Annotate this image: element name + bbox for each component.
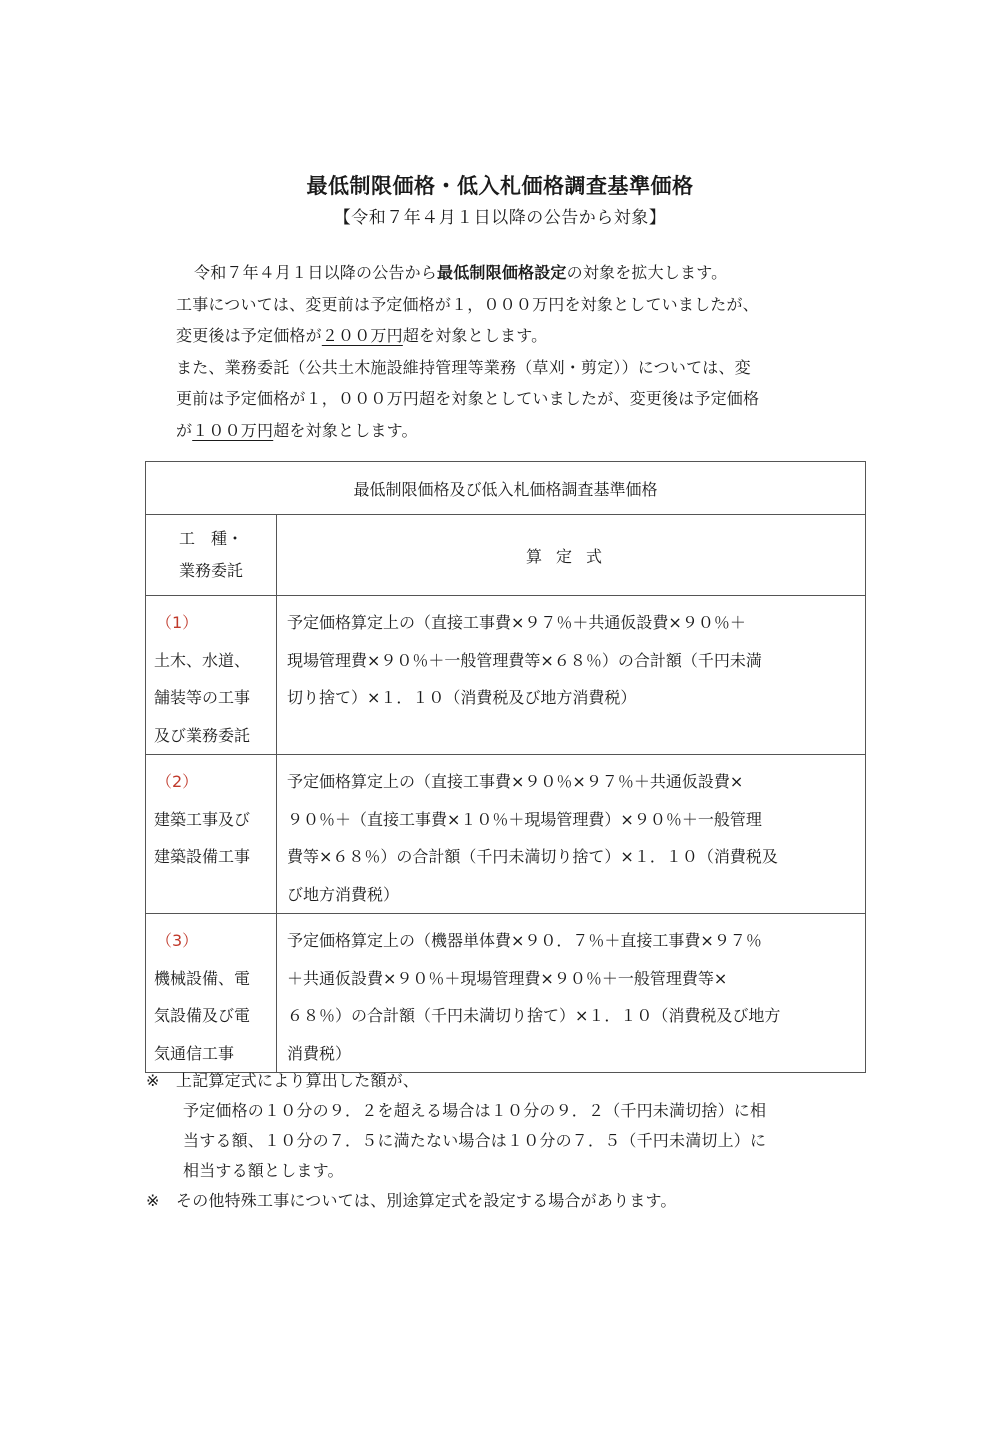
- note-line: 相当する額とします。: [183, 1161, 344, 1180]
- note-item: [146, 1066, 866, 1096]
- category-line: 気通信工事: [154, 1043, 235, 1063]
- formula-line: 現場管理費×９０％＋一般管理費等×６８％）の合計額（千円未満: [287, 650, 762, 670]
- category-line: 及び業務委託: [154, 725, 251, 745]
- category-line: 舗装等の工事: [154, 688, 251, 707]
- intro-line: また、業務委託（公共土木施設維持管理等業務（草刈・剪定））については、変: [176, 357, 751, 377]
- formula-line: 予定価格算定上の（直接工事費×９０％×９７％＋共通仮設費×: [287, 772, 744, 791]
- category-line: 機械設備、電: [154, 968, 251, 988]
- formula-line: 消費税）: [287, 1043, 352, 1063]
- document-subtitle: 【令和７年４月１日以降の公告から対象】: [333, 208, 667, 228]
- formula-cell: [277, 596, 866, 755]
- formula-line: ＋共通仮設費×９０％＋現場管理費×９０％＋一般管理費等×: [287, 968, 728, 988]
- intro-text: 超を対象とします。: [402, 326, 548, 346]
- formula-cell: [277, 755, 866, 914]
- intro-underlined-text: ２００万円: [321, 326, 403, 346]
- category-line: 建築設備工事: [154, 847, 251, 866]
- table-row: [146, 914, 866, 1073]
- intro-line: [176, 320, 866, 352]
- formula-line: び地方消費税）: [287, 884, 400, 904]
- note-line: 当する額、１０分の７．５に満たない場合は１０分の７．５（千円未満切上）に: [183, 1131, 767, 1150]
- table-header-formula: 算定式: [277, 515, 866, 596]
- category-cell: [146, 914, 277, 1073]
- note-text: 上記算定式により算出した額が、: [176, 1071, 420, 1090]
- category-number: （2）: [156, 772, 199, 791]
- intro-line: [176, 257, 866, 289]
- header-category-line: 工 種・: [178, 529, 243, 548]
- intro-text: の対象を拡大します。: [566, 263, 728, 282]
- note-item: [146, 1186, 866, 1216]
- document-title: 最低制限価格・低入札価格調査基準価格: [306, 174, 694, 198]
- table-header-category: [146, 515, 277, 596]
- formula-line: 切り捨て）×１．１０（消費税及び地方消費税）: [287, 688, 637, 707]
- table-row: [146, 755, 866, 914]
- category-number: （3）: [156, 931, 199, 950]
- category-number: （1）: [156, 613, 199, 632]
- category-line: 土木、水道、: [154, 650, 251, 670]
- note-text: その他特殊工事については、別途算定式を設定する場合があります。: [176, 1191, 677, 1210]
- table-row: [146, 596, 866, 755]
- formula-line: ９０％＋（直接工事費×１０％＋現場管理費）×９０％＋一般管理: [287, 809, 762, 829]
- category-cell: [146, 755, 277, 914]
- table-caption: 最低制限価格及び低入札価格調査基準価格: [146, 462, 866, 515]
- formula-line: 費等×６８％）の合計額（千円未満切り捨て）×１．１０（消費税及: [287, 847, 778, 866]
- header-category-line: 業務委託: [178, 561, 243, 580]
- note-mark: ※: [146, 1071, 160, 1090]
- category-line: 気設備及び電: [154, 1006, 251, 1025]
- note-line: 予定価格の１０分の９．２を超える場合は１０分の９．２（千円未満切捨）に相: [183, 1101, 767, 1120]
- intro-text: 変更後は予定価格が: [176, 326, 322, 346]
- intro-underlined-text: １００万円: [192, 420, 274, 440]
- category-cell: [146, 596, 277, 755]
- category-line: 建築工事及び: [154, 809, 251, 829]
- notes-section: [146, 1066, 866, 1216]
- price-table: [145, 461, 866, 1073]
- intro-text: 超を対象とします。: [273, 420, 418, 440]
- intro-line: [176, 415, 866, 447]
- note-mark: ※: [146, 1191, 160, 1210]
- intro-bold-text: 最低制限価格設定: [437, 263, 567, 282]
- formula-cell: [277, 914, 866, 1073]
- intro-text: が: [176, 420, 193, 440]
- formula-line: 予定価格算定上の（機器単体費×９０．７％＋直接工事費×９７％: [287, 931, 762, 950]
- formula-line: 予定価格算定上の（直接工事費×９７％＋共通仮設費×９０％＋: [287, 613, 746, 632]
- intro-text: 令和７年４月１日以降の公告から: [194, 263, 438, 282]
- intro-line: 工事については、変更前は予定価格が１，０００万円を対象としていましたが、: [176, 294, 759, 314]
- formula-line: ６８％）の合計額（千円未満切り捨て）×１．１０（消費税及び地方: [287, 1006, 781, 1025]
- intro-paragraph: [176, 257, 866, 447]
- intro-line: 更前は予定価格が１，０００万円超を対象としていましたが、変更後は予定価格: [176, 389, 760, 409]
